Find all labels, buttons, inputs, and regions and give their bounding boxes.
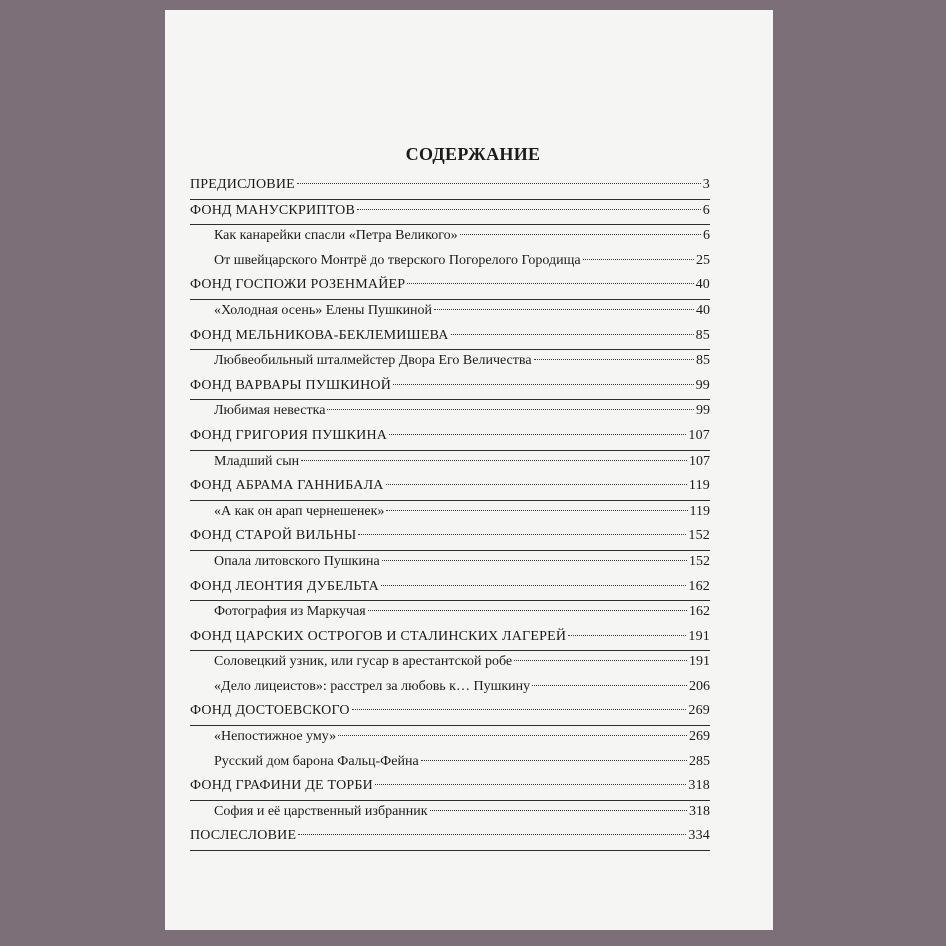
entry-title: «Дело лицеистов»: расстрел за любовь к… Пушкину [214, 678, 531, 694]
entry-title: Как канарейки спасли «Петра Великого» [214, 228, 458, 244]
dot-leader [389, 434, 686, 435]
toc-section-entry [190, 200, 710, 226]
dot-leader [375, 784, 686, 785]
page-number: 107 [688, 427, 710, 443]
dot-leader [451, 334, 694, 335]
dot-leader [338, 735, 687, 736]
toc-row [190, 553, 710, 571]
entry-title: ФОНД СТАРОЙ ВИЛЬНЫ [190, 528, 357, 544]
page-number: 152 [689, 553, 710, 569]
toc-section-entry [190, 475, 710, 501]
entry-title: ФОНД ГРАФИНИ ДЕ ТОРБИ [190, 778, 373, 794]
table-of-contents [190, 174, 710, 851]
toc-subentry [190, 801, 710, 826]
toc-row [190, 503, 710, 521]
entry-title: ФОНД ГОСПОЖИ РОЗЕНМАЙЕР [190, 277, 406, 293]
entry-title: ПРЕДИСЛОВИЕ [190, 177, 295, 192]
toc-row [190, 678, 710, 696]
page-number: 119 [689, 503, 710, 519]
toc-section-entry [190, 626, 710, 652]
entry-title: Русский дом барона Фальц-Фейна [214, 753, 419, 769]
entry-title: От швейцарского Монтрё до тверского Погорелого Городища [214, 252, 581, 268]
toc-row [190, 653, 710, 671]
entry-title: «Непостижное уму» [214, 729, 337, 745]
toc-subentry [190, 651, 710, 676]
toc-section-entry [190, 700, 710, 726]
toc-subentry [190, 400, 710, 425]
page-number: 119 [688, 478, 710, 494]
entry-title: ФОНД ЦАРСКИХ ОСТРОГОВ И СТАЛИНСКИХ ЛАГЕРЕЙ [190, 628, 567, 644]
toc-row [190, 402, 710, 420]
page-number: 162 [689, 604, 710, 620]
page-number: 162 [688, 578, 710, 594]
dot-leader [352, 709, 687, 710]
entry-title: Фотография из Маркучая [214, 604, 366, 620]
dot-leader [434, 309, 694, 310]
dot-leader [568, 635, 686, 636]
page-number: 191 [689, 654, 710, 670]
entry-title: ФОНД АБРАМА ГАННИБАЛА [190, 478, 384, 494]
entry-title: Младший сын [214, 453, 300, 469]
toc-section-entry [190, 525, 710, 551]
toc-row [190, 453, 710, 471]
entry-title: ПОСЛЕСЛОВИЕ [190, 828, 297, 844]
toc-row [190, 176, 710, 194]
page-number: 85 [696, 353, 710, 369]
toc-row [190, 702, 710, 720]
toc-subentry [190, 350, 710, 375]
dot-leader [386, 484, 687, 485]
page-number: 206 [689, 678, 710, 694]
page-number: 40 [696, 302, 710, 318]
toc-subentry [190, 551, 710, 576]
entry-title: ФОНД МЕЛЬНИКОВА-БЕКЛЕМИШЕВА [190, 327, 449, 343]
toc-row [190, 578, 710, 596]
toc-subentry [190, 501, 710, 526]
entry-title: «Холодная осень» Елены Пушкиной [214, 302, 433, 318]
toc-subentry [190, 676, 710, 701]
page-number: 6 [703, 228, 710, 244]
dot-leader [357, 209, 701, 210]
dot-leader [583, 259, 694, 260]
toc-subentry [190, 726, 710, 751]
page-number: 269 [689, 729, 710, 745]
dot-leader [393, 384, 694, 385]
dot-leader [460, 234, 701, 235]
page-number: 99 [696, 403, 710, 419]
toc-row [190, 477, 710, 495]
toc-section-entry [190, 425, 710, 451]
page-number: 318 [688, 778, 710, 794]
toc-row [190, 302, 710, 320]
toc-row [190, 628, 710, 646]
toc-row [190, 777, 710, 795]
page-number: 107 [689, 453, 710, 469]
toc-heading: СОДЕРЖАНИЕ [405, 144, 541, 164]
page-number: 85 [695, 327, 710, 343]
toc-row [190, 427, 710, 445]
dot-leader [358, 534, 686, 535]
entry-title: ФОНД ДОСТОЕВСКОГО [190, 703, 350, 719]
dot-leader [382, 560, 687, 561]
page-number: 269 [688, 703, 710, 719]
dot-leader [301, 460, 687, 461]
page-number: 318 [689, 803, 710, 819]
toc-section-entry [190, 576, 710, 602]
toc-row [190, 603, 710, 621]
toc-row [190, 276, 710, 294]
page-number: 6 [702, 202, 710, 218]
dot-leader [532, 685, 687, 686]
toc-section-entry [190, 825, 710, 851]
page-number: 25 [696, 252, 710, 268]
toc-row [190, 803, 710, 821]
entry-title: Опала литовского Пушкина [214, 553, 380, 569]
toc-subentry [190, 225, 710, 250]
entry-title: Любимая невестка [214, 403, 326, 419]
toc-row [190, 227, 710, 245]
toc-subentry [190, 601, 710, 626]
toc-subentry [190, 451, 710, 476]
dot-leader [386, 510, 687, 511]
dot-leader [534, 359, 694, 360]
entry-title: ФОНД ЛЕОНТИЯ ДУБЕЛЬТА [190, 578, 379, 594]
toc-row [190, 728, 710, 746]
toc-section-entry [190, 274, 710, 300]
toc-section-entry [190, 375, 710, 401]
page-number: 40 [695, 277, 710, 293]
dot-leader [298, 834, 686, 835]
toc-row [190, 527, 710, 545]
toc-row [190, 252, 710, 270]
dot-leader [381, 585, 686, 586]
page-number: 3 [702, 177, 710, 192]
dot-leader [368, 610, 687, 611]
toc-subentry [190, 300, 710, 325]
entry-title: «А как он арап чернешенек» [214, 503, 385, 519]
toc-row [190, 202, 710, 220]
toc-section-entry [190, 325, 710, 351]
toc-section-entry [190, 775, 710, 801]
toc-row [190, 352, 710, 370]
toc-subentry [190, 751, 710, 776]
dot-leader [430, 810, 687, 811]
toc-row [190, 377, 710, 395]
page-number: 99 [695, 377, 710, 393]
dot-leader [421, 760, 687, 761]
toc-section-entry [190, 174, 710, 200]
entry-title: София и её царственный избранник [214, 803, 428, 819]
page-number: 285 [689, 753, 710, 769]
page-number: 191 [688, 628, 710, 644]
entry-title: ФОНД ВАРВАРЫ ПУШКИНОЙ [190, 377, 392, 393]
toc-subentry [190, 250, 710, 275]
toc-row [190, 327, 710, 345]
entry-title: Любвеобильный шталмейстер Двора Его Величества [214, 353, 532, 369]
page-number: 152 [688, 528, 710, 544]
entry-title: ФОНД ГРИГОРИЯ ПУШКИНА [190, 427, 388, 443]
dot-leader [407, 283, 693, 284]
dot-leader [297, 183, 701, 184]
page-number: 334 [688, 828, 710, 844]
toc-row [190, 827, 710, 845]
dot-leader [514, 660, 687, 661]
dot-leader [327, 409, 694, 410]
entry-title: Соловецкий узник, или гусар в арестантской робе [214, 654, 513, 670]
toc-row [190, 753, 710, 771]
entry-title: ФОНД МАНУСКРИПТОВ [190, 202, 355, 218]
